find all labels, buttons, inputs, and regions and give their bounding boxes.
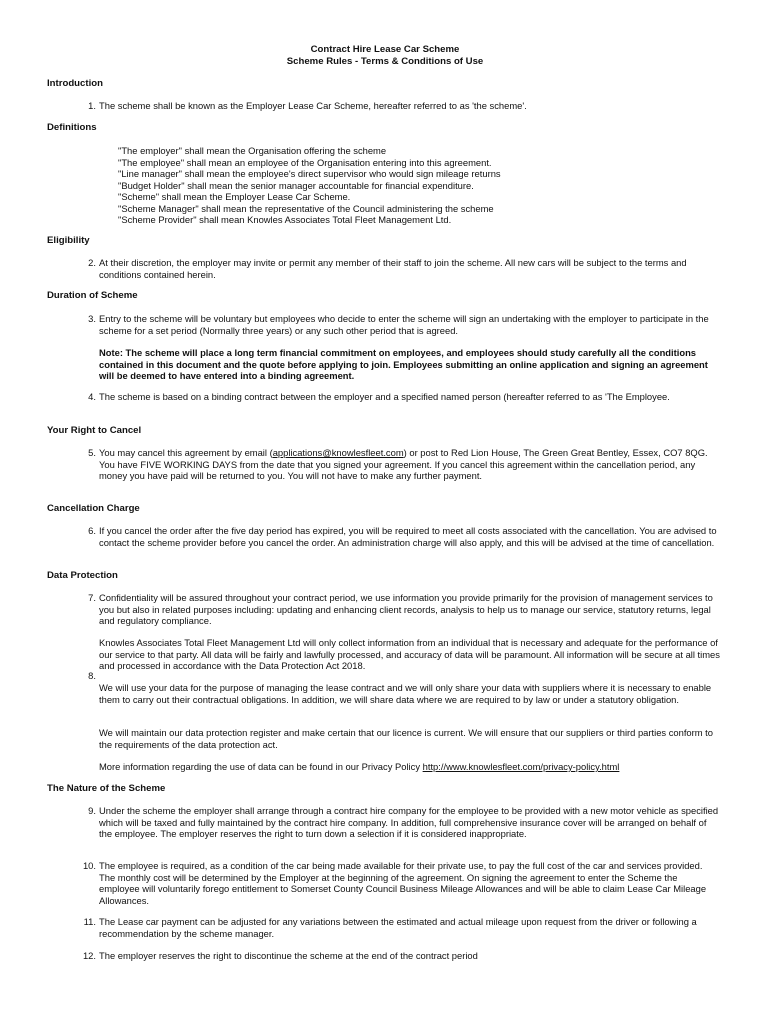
clause-text: Under the scheme the employer shall arrange through a contract hire company for the employee to be provided with a new motor vehicle as specified which will be taxed and fully maintained by the contract hire company. In addition, full comprehensive insurance cover will be arranged on behalf of the employee. The employer reserves the right to turn down a selection if it is considered inappropriate. bbox=[99, 805, 719, 839]
clause-number: 4. bbox=[88, 391, 96, 402]
clause-number: 8. bbox=[88, 670, 96, 681]
clause-number: 5. bbox=[88, 447, 96, 458]
clause-text: At their discretion, the employer may invite or permit any member of their staff to join the scheme. All new cars will be subject to the terms and conditions contained herein. bbox=[99, 257, 687, 280]
privacy-policy-link[interactable]: http://www.knowlesfleet.com/privacy-policy.html bbox=[422, 761, 620, 772]
clause-text: If you cancel the order after the five day period has expired, you will be required to meet all costs associated with the cancellation. You are advised to contact the scheme provider before you cancel the order. An administration charge will also apply, and this will be advised at the time of cancellation. bbox=[99, 525, 717, 548]
definition-item: "Scheme" shall mean the Employer Lease Car Scheme. bbox=[118, 191, 351, 202]
definition-item: "Scheme Provider" shall mean Knowles Associates Total Fleet Management Ltd. bbox=[118, 214, 452, 225]
document-subtitle: Scheme Rules - Terms & Conditions of Use bbox=[286, 56, 484, 67]
clause-number: 2. bbox=[88, 257, 96, 268]
heading-data-protection: Data Protection bbox=[47, 570, 118, 581]
clause-text: The employee is required, as a condition of the car being made available for their private use, to pay the full cost of the car and services provided. The monthly cost will be determined by the Employer at the beginning of the agreement. On signing the agreement to enter the Scheme the employee will voluntarily forego entitlement to Somerset County Council Business Mileage Allowances and will be able to claim Lease Car Mileage Allowances. bbox=[99, 860, 707, 906]
clause-number: 9. bbox=[88, 805, 96, 816]
clause-number: 3. bbox=[88, 313, 96, 324]
definitions-list bbox=[118, 145, 678, 226]
definition-item: "Budget Holder" shall mean the senior manager accountable for financial expenditure. bbox=[118, 179, 474, 191]
heading-eligibility: Eligibility bbox=[47, 235, 90, 246]
clause-number: 11. bbox=[83, 916, 96, 927]
clause-text: The scheme is based on a binding contract between the employer and a specified named person (hereafter referred to as 'The Employee. bbox=[99, 391, 670, 402]
clause-text: The employer reserves the right to discontinue the scheme at the end of the contract period bbox=[99, 950, 478, 961]
clause-8-paragraph-3: We will maintain our data protection register and make certain that our licence is current. We will ensure that our suppliers or third parties conform to the requirements of the data protection act. bbox=[99, 727, 713, 750]
document-title: Contract Hire Lease Car Scheme bbox=[310, 44, 460, 55]
clause-text: The scheme shall be known as the Employer Lease Car Scheme, hereafter referred to as 'the scheme'. bbox=[99, 100, 527, 111]
clause-text: Entry to the scheme will be voluntary but employees who decide to enter the scheme will sign an undertaking with the employer to participate in the scheme for a set period (Normally three years) or any such other period that is agreed. bbox=[99, 313, 709, 336]
clause-text: Confidentiality will be assured throughout your contract period, we use information you provide primarily for the provision of management services to you but also in related purposes including: updating and enhancing client records, analysis to help us to manage our service, statutory returns, legal and regulatory compliance. bbox=[99, 592, 713, 626]
definition-item: "Line manager" shall mean the employee's direct supervisor who would sign mileage returns bbox=[118, 168, 501, 179]
clause-8-paragraph-4 bbox=[99, 761, 724, 773]
heading-definitions: Definitions bbox=[47, 122, 97, 133]
clause-8-paragraph-1: Knowles Associates Total Fleet Management Ltd will only collect information from an individual that is necessary and adequate for the performance of our service to that party. All data will be fairly and lawfully processed, and accuracy of data will be paramount. All information will be secure at all times and processed in accordance with the Data Protection Act 2018. bbox=[99, 637, 720, 671]
definition-item: "Scheme Manager" shall mean the representative of the Council administering the scheme bbox=[118, 202, 494, 214]
heading-duration: Duration of Scheme bbox=[47, 290, 138, 301]
clause-number: 10. bbox=[82, 860, 96, 871]
clause-text-part: You may cancel this agreement by email ( bbox=[99, 447, 273, 458]
clause-8-paragraph-2: We will use your data for the purpose of managing the lease contract and we will only share your data with suppliers where it is necessary to enable them to carry out their contractual obligations. In addition, we will share data where we are required to by law or under a statutory obligation. bbox=[99, 682, 712, 705]
heading-nature-of-scheme: The Nature of the Scheme bbox=[47, 783, 166, 794]
heading-introduction: Introduction bbox=[47, 78, 103, 89]
heading-cancellation-charge: Cancellation Charge bbox=[47, 503, 140, 514]
heading-right-to-cancel: Your Right to Cancel bbox=[47, 425, 142, 436]
privacy-text: More information regarding the use of data can be found in our Privacy Policy bbox=[99, 761, 423, 772]
definition-item: "The employer" shall mean the Organisation offering the scheme bbox=[118, 145, 387, 156]
definition-item: "The employee" shall mean an employee of the Organisation entering into this agreement. bbox=[118, 156, 492, 168]
clause-number: 1. bbox=[88, 100, 96, 111]
clause-number: 6. bbox=[88, 525, 96, 536]
clause-text bbox=[99, 447, 719, 482]
clause-number: 12. bbox=[82, 950, 96, 961]
clause-text: The Lease car payment can be adjusted for any variations between the estimated and actual mileage upon request from the driver or following a recommendation by the scheme manager. bbox=[99, 916, 697, 939]
clause-3-note: Note: The scheme will place a long term financial commitment on employees, and employees should study carefully all the conditions contained in this document and the quote before applying to join. Employees submitting an online application and signing an agreement will be deemed to have entered into a binding agreement. bbox=[99, 347, 708, 381]
clause-number: 7. bbox=[88, 592, 96, 603]
email-link[interactable]: applications@knowlesfleet.com bbox=[272, 447, 404, 458]
clause-text-part: ) or post to Red Lion House, The Green Great Bentley, Essex, CO7 8QG. You have FIVE WORKING DAYS from the date that you signed your agreement. If you cancel this agreement within the cancellation period, any money you have paid will be returned to you. You will not have to make any further payment. bbox=[99, 447, 708, 481]
